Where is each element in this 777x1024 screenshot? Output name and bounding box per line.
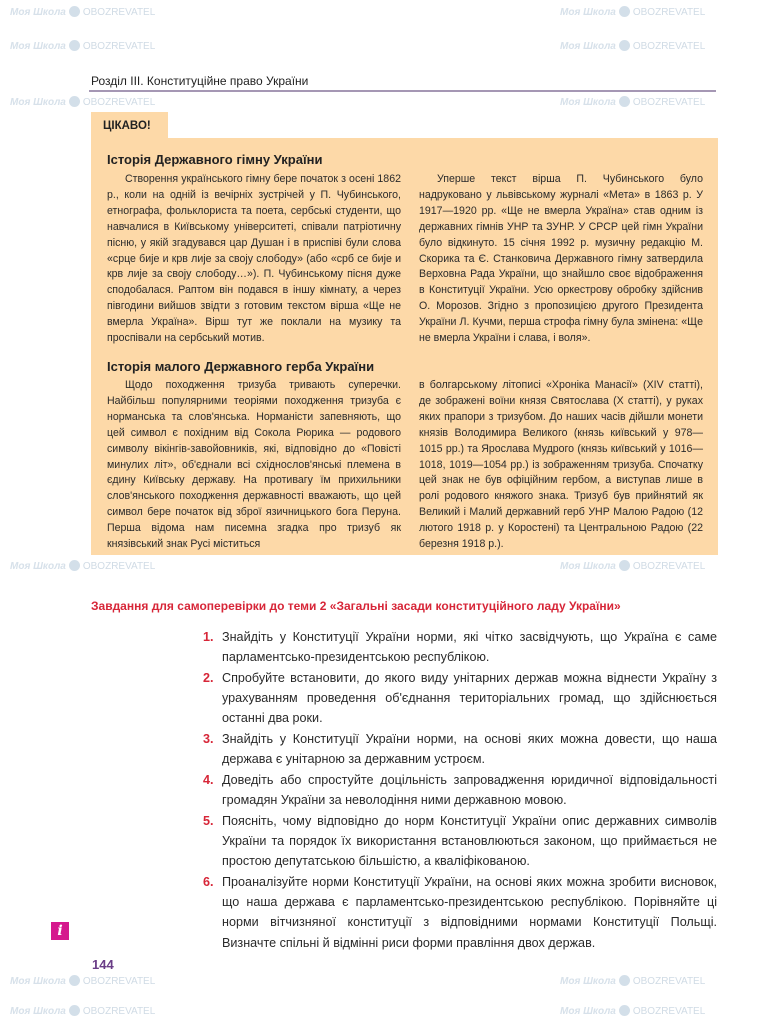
watermark-obozrevatel: OBOZREVATEL (82, 561, 156, 572)
interesting-box (91, 138, 718, 555)
anthem-paragraph-2: Уперше текст вірша П. Чубинського було надруковано у львівському журналі «Мета» в 1863 р. У 1917—1920 рр. «Ще не вмерла Україна» став одним із державних гімнів УНР та ЗУНР. У СРСР цей гімн України було відкинуто. 15 січня 1992 р. музичну редакцію М. Скорика та Є. Станковича Державного гімну затвердила Верховна Рада України, що знайшло своє відображення в Конституції України. Усю оркестрову обробку здійснив О. Морозов. Згідно з пропозицією другого Президента України Л. Кучми, перша строфа гімну була змінена: «Ще не вмерла України і слава, і воля». (419, 173, 703, 345)
watermark-moya-shkola: Моя Школа (560, 41, 616, 52)
task-number: 4. (203, 773, 214, 787)
watermark-obozrevatel: OBOZREVATEL (82, 41, 156, 52)
obozrevatel-logo-icon (619, 975, 630, 986)
obozrevatel-logo-icon (619, 560, 630, 571)
watermark-moya-shkola: Моя Школа (560, 1006, 616, 1017)
watermark-obozrevatel: OBOZREVATEL (82, 7, 156, 18)
watermark (10, 40, 155, 53)
watermark-obozrevatel: OBOZREVATEL (82, 1006, 156, 1017)
coat-of-arms-paragraph-2: в болгарському літописі «Хроніка Манасії» (XIV статті), де зображені воїни князя Святослава (X статті), у руках яких прапори з тризубом. До наших часів дійшли монети князів Володимира Великого (князь київський у 978—1015 рр.) та Ярослава Мудрого (князь київський у 1016—1018, 1019—1054 рр.) із зображенням тризуба. Спочатку цей знак не був офіційним гербом, а виступав лише в ролі родового княжого знака. Тризуб був прийнятий як Великий і Малий державний герб УНР Малою Радою (12 лютого 1918 р. у Коростені) та Центральною Радою (22 березня 1918 р.). (419, 379, 703, 551)
task-text: Поясніть, чому відповідно до норм Конституції України опис державних символів України та порядок їх використання встановлюються законом, що приймається не простою депутатською більшістю, а кваліфікованою. (222, 814, 717, 869)
watermark-obozrevatel: OBOZREVATEL (632, 976, 706, 987)
coat-of-arms-paragraph-1: Щодо походження тризуба тривають суперечки. Найбільш популярними теоріями походження тризуба є норманська та слов'янська. Норманісти запевняють, що цей символ є похідним від Сокола Рюрика — родового символу вікінгів-завойовників, які, відповідно до «Повісті минулих літ», об'єднали всі східнослов'янські племена в єдину Київську державу. На противагу їм прихильники слов'янського походження державності вважають, що цей символ бере початок від зброї язичницького бога Перуна. Перша відома нам писемна згадка про тризуб як князівський знак Русі міститься (107, 379, 401, 551)
task-number: 6. (203, 875, 214, 889)
watermark-obozrevatel: OBOZREVATEL (82, 976, 156, 987)
watermark-moya-shkola: Моя Школа (560, 561, 616, 572)
watermark (560, 1005, 705, 1018)
watermark (560, 40, 705, 53)
watermark-moya-shkola: Моя Школа (10, 97, 66, 108)
watermark (10, 975, 155, 988)
info-icon: i (51, 922, 69, 940)
watermark-moya-shkola: Моя Школа (560, 7, 616, 18)
watermark (560, 96, 705, 109)
watermark-moya-shkola: Моя Школа (560, 976, 616, 987)
watermark-moya-shkola: Моя Школа (10, 561, 66, 572)
tasks-title: Завдання для самоперевірки до теми 2 «Загальні засади конституційного ладу України» (91, 599, 621, 613)
coat-of-arms-column-1 (107, 378, 401, 553)
obozrevatel-logo-icon (619, 1005, 630, 1016)
obozrevatel-logo-icon (69, 96, 80, 107)
watermark (10, 1005, 155, 1018)
obozrevatel-logo-icon (69, 6, 80, 17)
task-number: 2. (203, 671, 214, 685)
section-header: Розділ III. Конституційне право України (91, 74, 309, 88)
task-text: Знайдіть у Конституції України норми, на основі яких можна довести, що наша держава є унітарною за державним устроєм. (222, 732, 717, 767)
header-divider (89, 90, 716, 92)
task-item (205, 627, 717, 667)
watermark (560, 6, 705, 19)
task-number: 5. (203, 814, 214, 828)
obozrevatel-logo-icon (69, 40, 80, 51)
watermark-obozrevatel: OBOZREVATEL (632, 7, 706, 18)
obozrevatel-logo-icon (619, 40, 630, 51)
watermark-moya-shkola: Моя Школа (10, 976, 66, 987)
watermark-obozrevatel: OBOZREVATEL (632, 561, 706, 572)
watermark (10, 560, 155, 573)
obozrevatel-logo-icon (619, 96, 630, 107)
task-item (205, 770, 717, 810)
task-item (205, 729, 717, 769)
interesting-tab (91, 112, 168, 139)
watermark-moya-shkola: Моя Школа (10, 7, 66, 18)
watermark-obozrevatel: OBOZREVATEL (632, 41, 706, 52)
watermark-obozrevatel: OBOZREVATEL (82, 97, 156, 108)
watermark-moya-shkola: Моя Школа (10, 41, 66, 52)
anthem-column-1 (107, 172, 401, 347)
watermark (10, 96, 155, 109)
task-text: Проаналізуйте норми Конституції України, на основі яких можна зробити висновок, що наша держава є парламентсько-президентською республікою. Порівняйте ці норми вітчизняної конституції з відповідними нормами Конституції Польщі. Визначте спільні й відмінні риси форми правління двох держав. (222, 875, 717, 950)
task-item (205, 668, 717, 729)
page-number: 144 (92, 957, 114, 972)
watermark-obozrevatel: OBOZREVATEL (632, 1006, 706, 1017)
coat-of-arms-column-2 (419, 378, 703, 553)
obozrevatel-logo-icon (69, 560, 80, 571)
watermark (10, 6, 155, 19)
task-item (205, 872, 717, 953)
anthem-paragraph-1: Створення українського гімну бере початок з осені 1862 р., коли на одній із вечірніх зустрічей у П. Чубинського, етнографа, фольклориста та поета, сербські студенти, що навчалися в Київському університеті, співали патріотичну пісню, у якій згадувався цар Душан і в приспіві були слова «срце бије и крв лије за своју слободу» (або «срб се бије и крв лије за своју слободу…»). П. Чубинському пісня дуже сподобалася. Раптом він подався в іншу кімнату, а через півгодини вийшов звідти з готовим текстом вірша «Ще не вмерла Україна». Вірш тут же поклали на музику та проспівали на сербський мотив. (107, 173, 401, 345)
obozrevatel-logo-icon (69, 1005, 80, 1016)
anthem-title: Історія Державного гімну України (107, 152, 323, 167)
task-number: 1. (203, 630, 214, 644)
watermark (560, 560, 705, 573)
watermark-moya-shkola: Моя Школа (10, 1006, 66, 1017)
anthem-column-2 (419, 172, 703, 347)
task-number: 3. (203, 732, 214, 746)
watermark (560, 975, 705, 988)
interesting-tab-label: ЦІКАВО! (103, 120, 151, 132)
task-text: Знайдіть у Конституції України норми, які чітко засвідчують, що Україна є саме парламентсько-президентською республікою. (222, 630, 717, 665)
coat-of-arms-title: Історія малого Державного герба України (107, 359, 375, 374)
watermark-obozrevatel: OBOZREVATEL (632, 97, 706, 108)
obozrevatel-logo-icon (69, 975, 80, 986)
obozrevatel-logo-icon (619, 6, 630, 17)
watermark-moya-shkola: Моя Школа (560, 97, 616, 108)
task-text: Доведіть або спростуйте доцільність запровадження юридичної відповідальності громадян України за неволодіння ними державною мовою. (222, 773, 717, 808)
task-text: Спробуйте встановити, до якого виду унітарних держав можна віднести Україну з урахуванням проведення об'єднання територіальних громад, що здійснюється останні два роки. (222, 671, 717, 726)
task-item (205, 811, 717, 872)
